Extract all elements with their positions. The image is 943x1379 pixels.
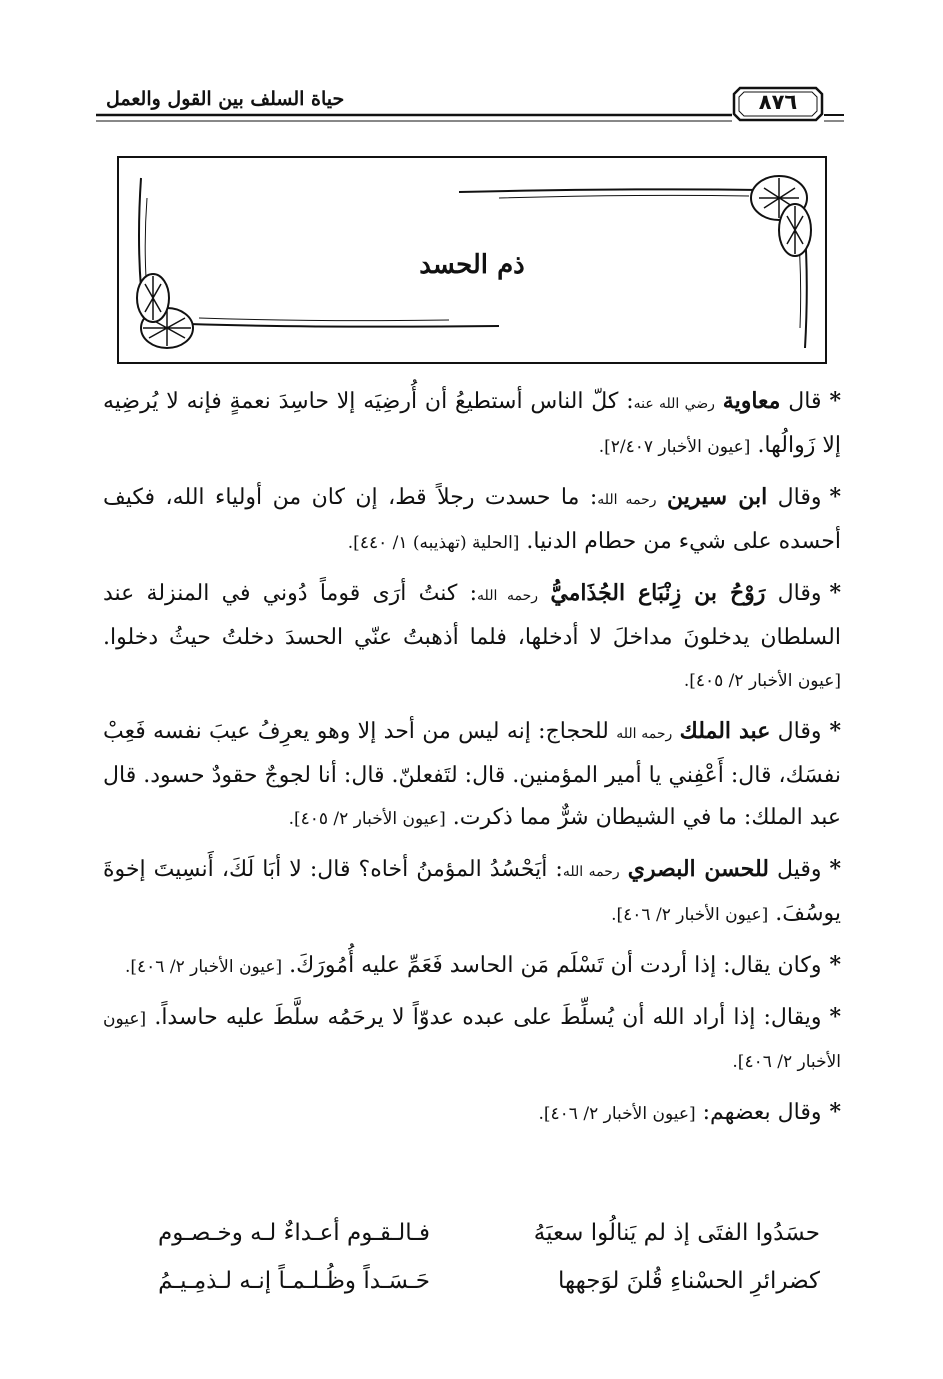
bullet-asterisk: * <box>829 856 841 882</box>
bullet-asterisk: * <box>829 388 842 414</box>
page-number-frame <box>732 84 824 124</box>
source-citation: [عيون الأخبار ٢/ ٤٠٥]. <box>288 809 446 829</box>
paragraph-text: : ما حسدت رجلاً قط، إن كان من أولياء الله، فكيف أحسده على شيء من حطام الدنيا. <box>103 485 841 554</box>
source-citation: [عيون الأخبار ٢/ ٤٠٦]. <box>538 1104 696 1124</box>
source-citation: [عيون الأخبار ٢/ ٤٠٥]. <box>683 671 841 691</box>
paragraph <box>103 380 841 468</box>
paragraph-text: : كنتُ أرَى قوماً دُوني في المنزلة عند السلطان يدخلونَ مداخلَ لا أدخلها، فلما أذهبتُ عنّي الحسدَ دخلتُ حيثُ دخلوا. <box>103 581 841 650</box>
section-title: ذم الحسد <box>419 250 525 280</box>
person-name: عبد الملك <box>679 718 771 744</box>
honorific: رحمه الله <box>477 588 539 604</box>
bullet-asterisk: * <box>829 484 841 510</box>
paragraph-intro: وقال <box>777 581 822 606</box>
paragraph-intro: وقال <box>777 719 822 744</box>
page-number: ٨٧٦ <box>758 90 798 114</box>
person-name: رَوْحُ بن زِنْبَاع الجُذَاميُّ <box>550 580 766 606</box>
paragraph <box>103 944 841 988</box>
book-title: حياة السلف بين القول والعمل <box>106 88 345 110</box>
bullet-asterisk: * <box>829 952 841 978</box>
verse-second-hemistich: حَـسَـداً وظُـلـمـاً إنـه لـذمِـيـمُ <box>158 1268 430 1294</box>
source-citation: [عيون الأخبار ٢/٤٠٧]. <box>598 437 751 457</box>
paragraph-text: للحجاج: إنه ليس من أحد إلا وهو يعرِفُ عيبَ نفسه فَعِبْ نفسَك، قال: أَعْفِني يا أمير المؤمنين. قال: لتَفعلنّ. قال: أنا لجوجٌ حقودٌ حسود. قال عبد الملك: ما في الشيطان شرٌّ مما ذكرت. <box>103 719 841 830</box>
bullet-asterisk: * <box>829 580 841 606</box>
bullet-asterisk: * <box>829 1099 841 1125</box>
body-text <box>103 380 841 1143</box>
source-citation: [عيون الأخبار ٢/ ٤٠٦]. <box>125 957 283 977</box>
paragraph-text: : أيَحْسُدُ المؤمنُ أخاه؟ قال: لا أبَا لَكَ، أَنسِيتَ إخوةَ يوسُفَ. <box>103 857 841 926</box>
paragraph-text: ويقال: إذا أراد الله أن يُسلِّطَ على عبده عدوّاً لا يرحَمُه سلَّطَ عليه حاسداً. <box>154 1005 822 1030</box>
paragraph <box>103 996 841 1083</box>
paragraph <box>103 1091 841 1135</box>
person-name: معاوية <box>722 388 781 414</box>
verse-line <box>120 1220 820 1260</box>
honorific: رحمه الله <box>562 864 620 880</box>
paragraph-text: وقال بعضهم: <box>702 1100 822 1125</box>
source-citation: [عيون الأخبار ٢/ ٤٠٦]. <box>103 1009 841 1072</box>
paragraph-text: وكان يقال: إذا أردت أن تَسْلَم مَن الحاسد فَعَمِّ عليه أُمُورَكَ. <box>289 953 822 978</box>
paragraph <box>103 848 841 936</box>
verse-first-hemistich: حسَدُوا الفتَى إذ لم يَنالُوا سعيَهُ <box>533 1220 820 1246</box>
paragraph-text: : كلّ الناس أستطيعُ أن أُرضِيَه إلا حاسِدَ نعمةٍ فإنه لا يُرضِيه إلا زَوالُها. <box>103 389 841 458</box>
verse-first-hemistich: كضرائرِ الحسْناءِ قُلنَ لوَجهها <box>558 1268 820 1294</box>
paragraph <box>103 572 841 702</box>
paragraph-intro: وقال <box>777 485 822 510</box>
person-name: ابن سيرين <box>666 484 768 510</box>
paragraph <box>103 710 841 840</box>
paragraph-intro: قال <box>788 389 822 414</box>
bullet-asterisk: * <box>829 1004 841 1030</box>
person-name: للحسن البصري <box>627 856 769 882</box>
paragraph-intro: وقيل <box>777 857 822 882</box>
verse-line <box>120 1268 820 1308</box>
honorific: رضي الله عنه <box>633 396 715 412</box>
honorific: رحمه الله <box>597 492 657 508</box>
source-citation: [عيون الأخبار ٢/ ٤٠٦]. <box>611 905 769 925</box>
source-citation: [الحلية (تهذيبه) ١/ ٤٤٠]. <box>347 533 520 553</box>
page-header <box>96 84 844 128</box>
paragraph <box>103 476 841 564</box>
honorific: رحمه الله <box>616 726 673 742</box>
verse-second-hemistich: فـالـقـوم أعـداءٌ لـه وخـصـوم <box>158 1220 430 1246</box>
bullet-asterisk: * <box>829 718 841 744</box>
section-title-frame <box>117 156 827 364</box>
